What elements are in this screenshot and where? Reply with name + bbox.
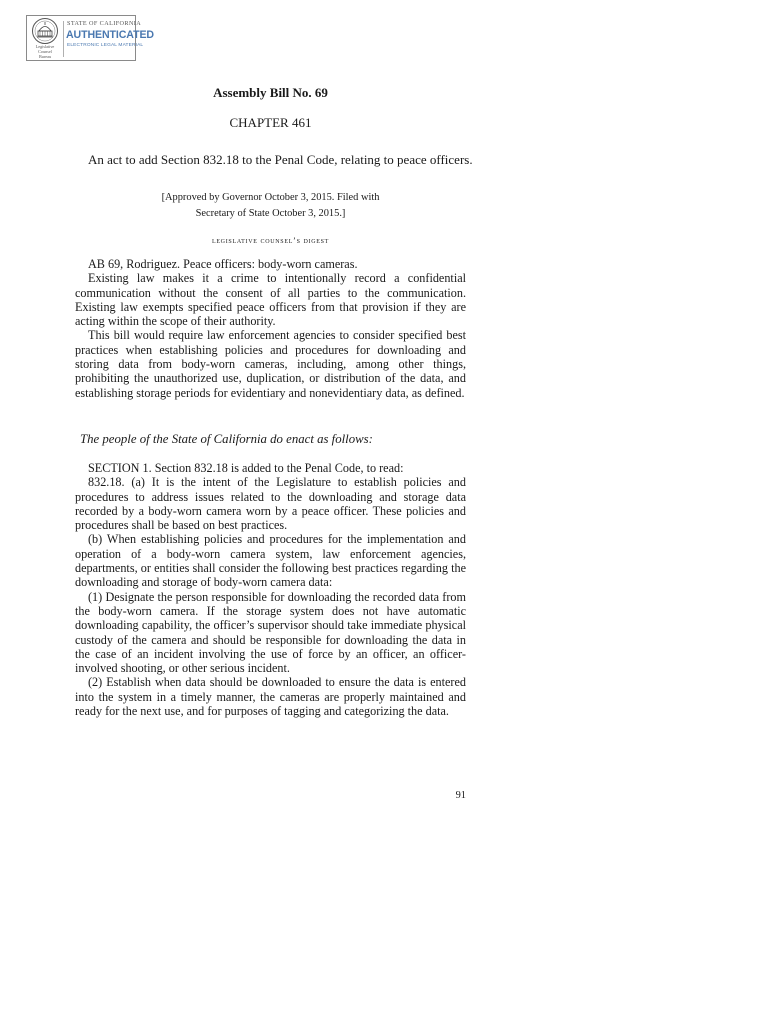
section-paragraph: SECTION 1. Section 832.18 is added to the Penal Code, to read: (88, 461, 404, 475)
badge-authenticated-text: AUTHENTICATED (66, 29, 154, 41)
section-paragraph: 832.18. (a) It is the intent of the Legislature to establish policies and procedures to address issues related to the downloading and storage data recorded by a body-worn camera worn by a peace officer. These policies and procedures shall be based on best practices. (75, 475, 466, 533)
badge-state-text: STATE OF CALIFORNIA (67, 20, 142, 27)
section-paragraph: (b) When establishing policies and procedures for the implementation and operation of a body-worn camera system, law enforcement agencies, departments, or entities shall consider the following best practices regarding the downloading and storage of body-worn camera data: (75, 532, 466, 590)
enacting-clause: The people of the State of California do enact as follows: (80, 432, 373, 446)
svg-text:Legislative: Legislative (35, 44, 55, 49)
section-body (75, 461, 466, 718)
badge-divider (63, 21, 64, 57)
approval-line-1: [Approved by Governor October 3, 2015. Filed with (161, 192, 380, 203)
page-number: 91 (455, 790, 466, 801)
digest-paragraph: AB 69, Rodriguez. Peace officers: body-worn cameras. (88, 257, 358, 271)
svg-text:Bureau: Bureau (38, 54, 52, 59)
authentication-badge (26, 15, 154, 61)
badge-material-text: ELECTRONIC LEGAL MATERIAL (67, 43, 144, 48)
act-description: An act to add Section 832.18 to the Penal Code, relating to peace officers. (88, 152, 473, 167)
section-paragraph: (2) Establish when data should be downloaded to ensure the data is entered into the system in a timely manner, the cameras are properly maintained and ready for the next use, and for purposes of tagging and categorizing the data. (75, 675, 466, 719)
section-paragraph: (1) Designate the person responsible for downloading the recorded data from the body-worn camera. If the storage system does not have automatic downloading capability, the officer’s supervisor should take immediate physical custody of the camera and should be responsible for downloading the data in the case of an incident involving the use of force by an officer, an officer-involved shooting, or other serious incident. (75, 589, 466, 676)
digest-paragraph: Existing law makes it a crime to intentionally record a confidential communication without the consent of all parties to the communication. Existing law exempts specified peace officers from that provision if they are acting within the scope of their authority. (75, 271, 466, 329)
approval-note (75, 190, 466, 222)
digest-body (75, 257, 466, 400)
bill-title: Assembly Bill No. 69 (213, 85, 328, 100)
legislative-counsel-seal-icon (30, 17, 60, 61)
digest-paragraph: This bill would require law enforcement agencies to consider specified best practices when establishing policies and procedures for downloading and storing data from body-worn cameras, including, among other things, prohibiting the unauthorized use, duplication, or distribution of the data, and establishing storage periods for evidentiary and nonevidentiary data, as defined. (75, 328, 466, 400)
svg-text:Counsel: Counsel (38, 49, 52, 54)
digest-heading: legislative counsel’s digest (211, 235, 330, 245)
approval-line-2: Secretary of State October 3, 2015.] (195, 208, 346, 219)
chapter-number: CHAPTER 461 (229, 115, 312, 130)
